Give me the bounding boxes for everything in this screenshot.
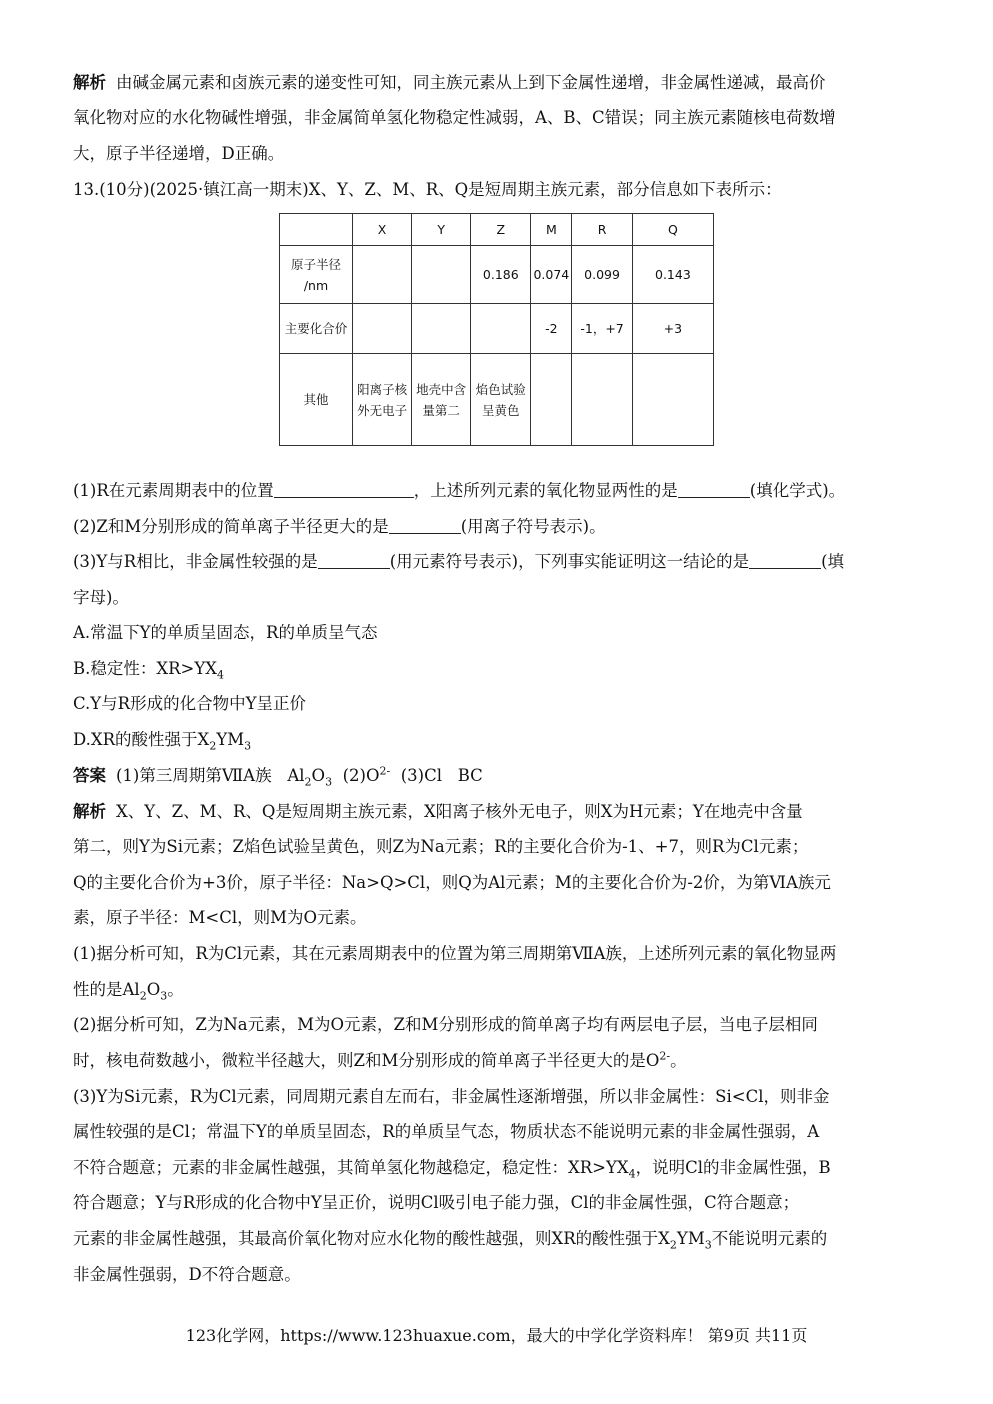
table-cell: 阳离子核 外无电子: [353, 354, 412, 446]
analysis-line-1: 解析 X、Y、Z、M、R、Q是短周期主族元素，X阳离子核外无电子，则X为H元素；Y在地壳中含量: [73, 802, 803, 821]
table-cell: 0.074: [531, 246, 572, 304]
table-cell: 地壳中含 量第二: [412, 354, 471, 446]
table-cell: [412, 246, 471, 304]
table-cell: [412, 304, 471, 354]
analysis-label: 解析: [73, 802, 106, 821]
analysis-s3-line-5: 元素的非金属性越强，其最高价氧化物对应水化物的酸性越强，则XR的酸性强于$X_2YM_3$不能说明元素的: [73, 1229, 828, 1252]
analysis-s1-line-2: 性的是$Al_2O_3$。: [73, 980, 184, 1003]
subquestion-3: (3)Y与R相比，非金属性较强的是 (用元素符号表示)，下列事实能证明这一结论的是 (填: [73, 552, 845, 571]
analysis-label: 解析: [73, 73, 106, 92]
subquestion-3-cont: 字母)。: [73, 588, 129, 607]
table-row-radius: [280, 246, 714, 304]
table-cell: +3: [632, 304, 713, 354]
row-label-other: 其他: [280, 354, 353, 446]
subquestion-1: (1)R在元素周期表中的位置 ，上述所列元素的氧化物显两性的是 (填化学式)。: [73, 481, 846, 500]
analysis-s3-line-2: 属性较强的是Cl；常温下Y的单质呈固态，R的单质呈气态，物质状态不能说明元素的非金属性强弱，A: [73, 1122, 820, 1141]
table-header-cell: Y: [412, 214, 471, 246]
answer-line: 答案 (1)第三周期第ⅦA族 $Al_2O_3$ $(2)O^{2-}$ (3)Cl BC: [73, 764, 483, 789]
table-cell: 焰色试验 呈黄色: [471, 354, 531, 446]
analysis-s3-line-1: (3)Y为Si元素，R为Cl元素，同周期元素自左而右，非金属性逐渐增强，所以非金属性：Si<Cl，则非金: [73, 1087, 830, 1106]
prev-analysis-line-3: 大，原子半径递增，D正确。: [73, 144, 285, 163]
table-cell: [353, 246, 412, 304]
analysis-s2-line-2: 时，核电荷数越小，微粒半径越大，则Z和M分别形成的简单离子半径更大的是$O^{2-}$。: [73, 1049, 687, 1070]
table-cell: [531, 354, 572, 446]
table-cell: 0.143: [632, 246, 713, 304]
table-cell: 0.186: [471, 246, 531, 304]
element-info-table: [279, 213, 714, 446]
table-header-cell: [280, 214, 353, 246]
answer-blank: [389, 517, 461, 534]
option-a: A.常温下Y的单质呈固态，R的单质呈气态: [73, 623, 378, 642]
table-cell: [632, 354, 713, 446]
table-cell: [471, 304, 531, 354]
prev-analysis-line-1: 解析 由碱金属元素和卤族元素的递变性可知，同主族元素从上到下金属性递增，非金属性递减，最高价: [73, 73, 826, 92]
analysis-s3-line-4: 符合题意；Y与R形成的化合物中Y呈正价，说明Cl吸引电子能力强，Cl的非金属性强，C符合题意；: [73, 1193, 800, 1212]
table-row-valence: [280, 304, 714, 354]
table-cell: [572, 354, 632, 446]
answer-blank: [678, 481, 750, 498]
analysis-line-2: 第二，则Y为Si元素；Z焰色试验呈黄色，则Z为Na元素；R的主要化合价为-1、+7，则R为Cl元素；: [73, 837, 809, 856]
table-cell: 0.099: [572, 246, 632, 304]
table-cell: [353, 304, 412, 354]
page-footer: 123化学网，https://www.123huaxue.com，最大的中学化学资料库！ 第9页 共11页: [185, 1326, 808, 1345]
table-header-row: [280, 214, 714, 246]
analysis-s2-line-1: (2)据分析可知，Z为Na元素，M为O元素，Z和M分别形成的简单离子均有两层电子层，当电子层相同: [73, 1015, 818, 1034]
row-label-radius: 原子半径 /nm: [280, 246, 353, 304]
analysis-line-3: Q的主要化合价为+3价，原子半径：Na>Q>Cl，则Q为Al元素；M的主要化合价为-2价，为第ⅥA族元: [73, 873, 831, 892]
row-label-valence: 主要化合价: [280, 304, 353, 354]
table-header-cell: Z: [471, 214, 531, 246]
analysis-s1-line-1: (1)据分析可知，R为Cl元素，其在元素周期表中的位置为第三周期第ⅦA族，上述所列元素的氧化物显两: [73, 944, 837, 963]
table-header-cell: Q: [632, 214, 713, 246]
table-cell: -2: [531, 304, 572, 354]
analysis-s3-line-3: 不符合题意；元素的非金属性越强，其简单氢化物越稳定，稳定性：$XR>YX_4$，说明Cl的非金属性强，B: [73, 1158, 831, 1181]
table-row-other: [280, 354, 714, 446]
table-header-cell: X: [353, 214, 412, 246]
prev-analysis-line-2: 氧化物对应的水化物碱性增强，非金属简单氢化物稳定性减弱，A、B、C错误；同主族元素随核电荷数增: [73, 108, 836, 127]
table-header-cell: R: [572, 214, 632, 246]
option-c: C.Y与R形成的化合物中Y呈正价: [73, 694, 306, 713]
table-cell: -1，+7: [572, 304, 632, 354]
question-header: 13.(10分)(2025·镇江高一期末)X、Y、Z、M、R、Q是短周期主族元素，部分信息如下表所示：: [73, 180, 782, 199]
analysis-line-4: 素，原子半径：M<Cl，则M为O元素。: [73, 908, 367, 927]
option-d: D.XR的酸性强于$X_2YM_3$: [73, 730, 252, 753]
option-b: B.稳定性：$XR>YX_4$: [73, 659, 225, 682]
answer-blank: [274, 481, 414, 498]
table-header-cell: M: [531, 214, 572, 246]
analysis-s3-line-6: 非金属性强弱，D不符合题意。: [73, 1265, 301, 1284]
subquestion-2: (2)Z和M分别形成的简单离子半径更大的是 (用离子符号表示)。: [73, 517, 606, 536]
answer-blank: [318, 552, 390, 569]
answer-label: 答案: [73, 766, 106, 785]
answer-blank: [749, 552, 821, 569]
